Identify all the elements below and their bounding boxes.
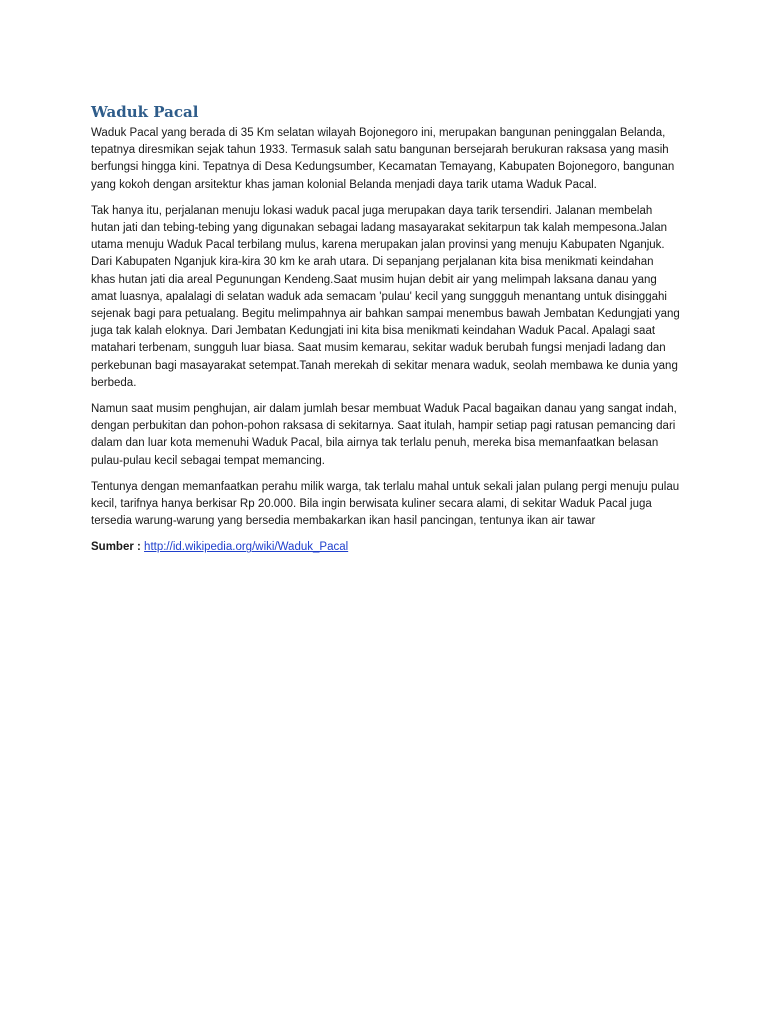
source-link[interactable]: http://id.wikipedia.org/wiki/Waduk_Pacal (144, 541, 349, 554)
document-title: Waduk Pacal (91, 103, 199, 121)
paragraph-1: Waduk Pacal yang berada di 35 Km selatan wilayah Bojonegoro ini, merupakan bangunan peninggalan Belanda, tepatnya diresmikan sejak tahun 1933. Termasuk salah satu bangunan bersejarah berukuran raksasa yang masih berfungsi hingga kini. Tepatnya di Desa Kedungsumber, Kecamatan Temayang, Kabupaten Bojonegoro, bangunan yang kokoh dengan arsitektur khas jaman kolonial Belanda menjadi daya tarik utama Waduk Pacal. (91, 127, 675, 191)
source-line (91, 539, 681, 556)
paragraph-4: Tentunya dengan memanfaatkan perahu milik warga, tak terlalu mahal untuk sekali jalan pulang pergi menuju pulau kecil, tarifnya hanya berkisar Rp 20.000. Bila ingin berwisata kuliner secara alami, di sekitar Waduk Pacal juga tersedia warung-warung yang bersedia membakarkan ikan hasil pancingan, tentunya ikan air tawar (91, 480, 680, 528)
paragraph-3: Namun saat musim penghujan, air dalam jumlah besar membuat Waduk Pacal bagaikan danau yang sangat indah, dengan perbukitan dan pohon-pohon raksasa di sekitarnya. Saat itulah, hampir setiap pagi ratusan pemancing dari dalam dan luar kota memenuhi Waduk Pacal, bila airnya tak terlalu penuh, mereka bisa memanfaatkan belasan pulau-pulau kecil sebagai tempat memancing. (91, 403, 677, 467)
source-label: Sumber : (91, 541, 141, 554)
document-page (91, 102, 681, 557)
paragraph-2: Tak hanya itu, perjalanan menuju lokasi waduk pacal juga merupakan daya tarik tersendiri. Jalanan membelah hutan jati dan tebing-tebing yang digunakan sebagai ladang masayarakat sekitarpun tak kalah mempesona.Jalan utama menuju Waduk Pacal terbilang mulus, karena merupakan jalan provinsi yang menuju Kabupaten Nganjuk. Dari Kabupaten Nganjuk kira-kira 30 km ke arah utara. Di sepanjang perjalanan kita bisa menikmati keindahan khas hutan jati dia areal Pegunungan Kendeng.Saat musim hujan debit air yang melimpah laksana danau yang amat luasnya, apalalagi di selatan waduk ada semacam 'pulau' kecil yang sunggguh menantang untuk disinggahi sejenak bagi para petualang. Begitu melimpahnya air bahkan sampai menembus bawah Jembatan Kedungjati yang juga tak kalah eloknya. Dari Jembatan Kedungjati ini kita bisa menikmati keindahan Waduk Pacal. Apalagi saat matahari terbenam, sungguh luar biasa. Saat musim kemarau, sekitar waduk berubah fungsi menjadi ladang dan perkebunan bagi masayarakat setempat.Tanah merekah di sekitar menara waduk, seolah membawa ke dunia yang berbeda. (91, 204, 680, 389)
